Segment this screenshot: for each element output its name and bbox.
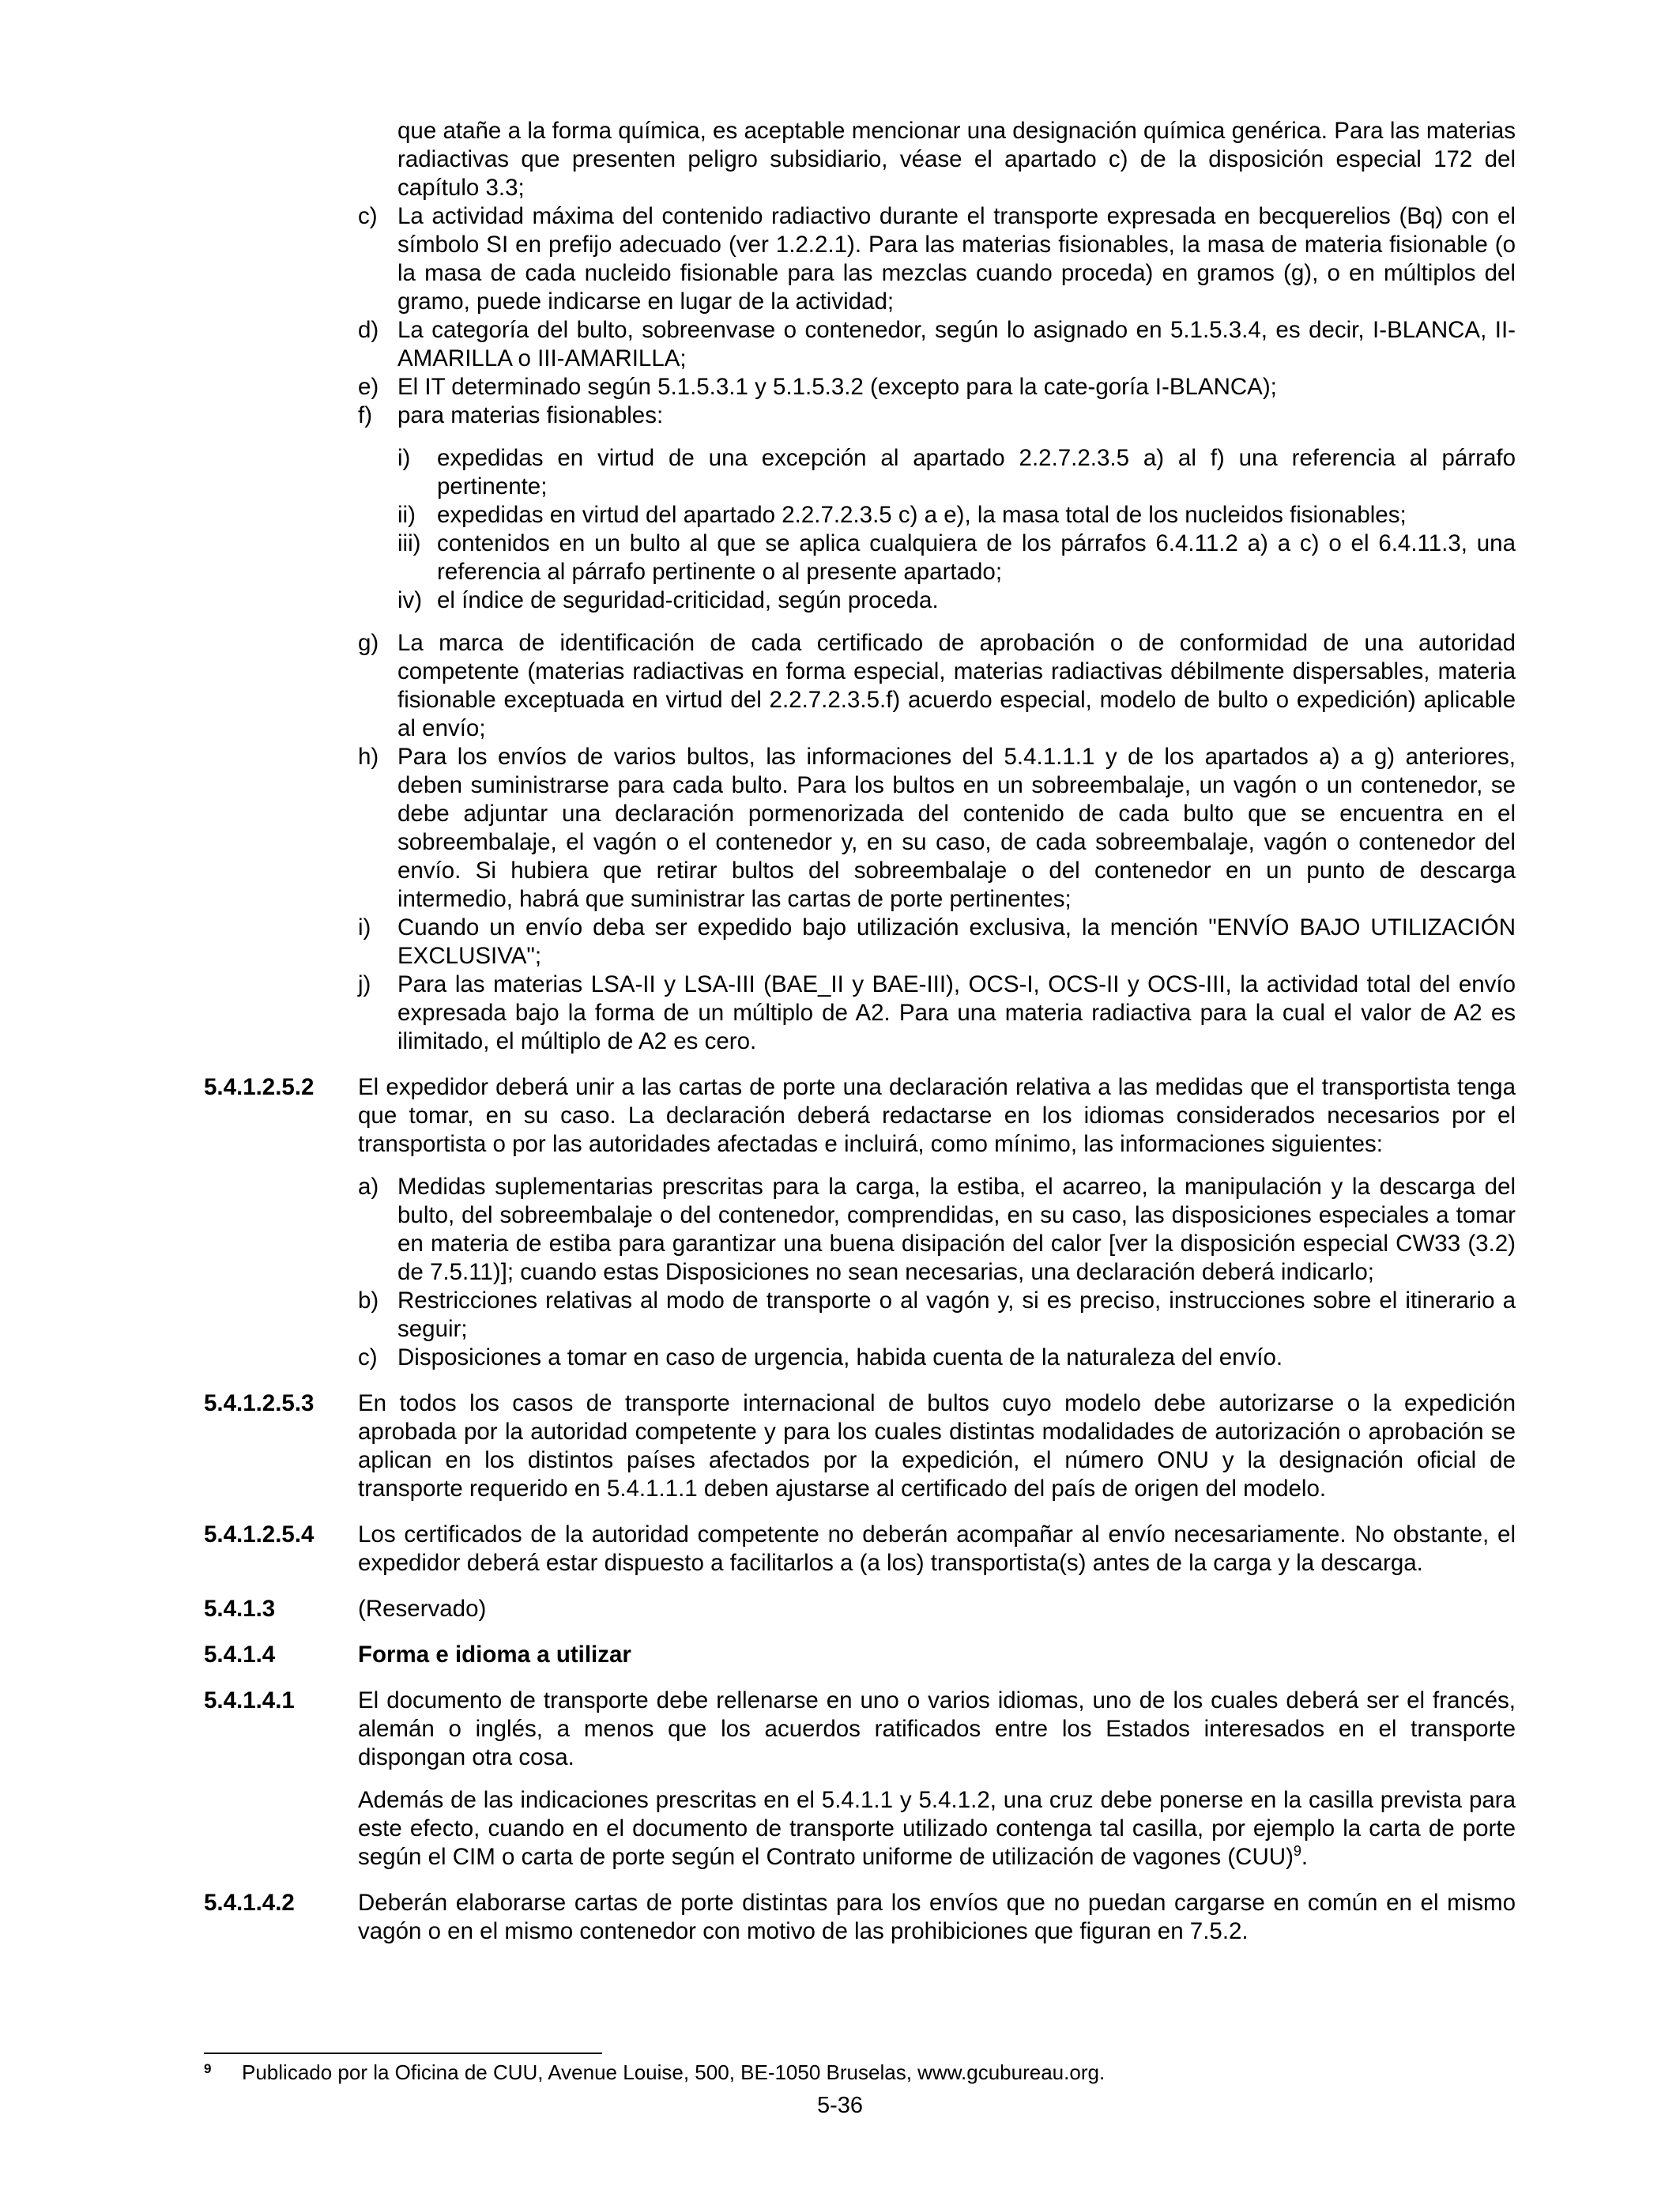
section-number: 5.4.1.2.5.3: [204, 1390, 315, 1416]
list-item-i: i) Cuando un envío deba ser expedido bajo utilización exclusiva, la mención "ENVÍO BAJO UTILIZACIÓN EXCLUSIVA";: [358, 914, 1516, 969]
list-item-j: j) Para las materias LSA-II y LSA-III (BAE_II y BAE-III), OCS-I, OCS-II y OCS-III, la actividad total del envío expresada bajo la forma de un múltiplo de A2. Para una materia radiactiva para la cual el valor de A2 es ilimitado, el múltiplo de A2 es cero.: [358, 971, 1516, 1054]
section-number: 5.4.1.4.1: [204, 1687, 295, 1713]
measures-list: [204, 1173, 1516, 1372]
section-5-4-1-4: [204, 1641, 1516, 1669]
section-text: En todos los casos de transporte internacional de bultos cuyo modelo debe autorizarse o la expedición aprobada por la autoridad competente y para los cuales distintas modalidades de autorización o aprobación se aplican en los distintos países afectados por la expedición, el número ONU y la designación oficial de transporte requerido en 5.4.1.1.1 deben ajustarse al certificado del país de origen del modelo.: [358, 1390, 1516, 1502]
section-heading: Forma e idioma a utilizar: [358, 1642, 631, 1668]
continued-text: que atañe a la forma química, es aceptable mencionar una designación química genérica. Para las materias radiactivas que presenten peligro subsidiario, véase el apartado c) de la disposición especial 172 del capítulo 3.3;: [397, 118, 1516, 201]
section-number: 5.4.1.4.2: [204, 1890, 295, 1916]
section-5-4-1-4-1-para-2: Además de las indicaciones prescritas en el 5.4.1.1 y 5.4.1.2, una cruz debe ponerse en la casilla prevista para este efecto, cuando en el documento de transporte utilizado contenga tal casilla, por ejemplo la carta de porte según el CIM o carta de porte según el Contrato uniforme de utilización de vagones (CUU)$^9$.: [358, 1787, 1516, 1870]
measures-item-a: a) Medidas suplementarias prescritas para la carga, la estiba, el acarreo, la manipulación y la descarga del bulto, del sobreembalaje o del contenedor, comprendidas, en su caso, las disposiciones especiales a tomar en materia de estiba para garantizar una buena disipación del calor [ver la disposición especial CW33 (3.2) de 7.5.11)]; cuando estas Disposiciones no sean necesarias, una declaración deberá indicarlo;: [358, 1174, 1516, 1285]
section-text: El expedidor deberá unir a las cartas de porte una declaración relativa a las medidas que el transportista tenga que tomar, en su caso. La declaración deberá redactarse en los idiomas considerados necesarios por el transportista o por las autoridades afectadas e incluirá, como mínimo, las informaciones siguientes:: [358, 1074, 1516, 1157]
section-5-4-1-2-5-3: [204, 1389, 1516, 1503]
section-text: El documento de transporte debe rellenarse en uno o varios idiomas, uno de los cuales deberá ser el francés, alemán o inglés, a menos que los acuerdos ratificados entre los Estados interesados en el transporte dispongan otra cosa.: [358, 1687, 1516, 1770]
list-g-j: [204, 629, 1516, 1056]
section-number: 5.4.1.3: [204, 1596, 276, 1622]
footnote-reference: 9: [1293, 1843, 1301, 1860]
section-text: Los certificados de la autoridad competente no deberán acompañar al envío necesariamente. No obstante, el expedidor deberá estar dispuesto a facilitarlos a (a los) transportista(s) antes de la carga y la descarga.: [358, 1521, 1516, 1576]
list-c-f: [204, 202, 1516, 430]
sublist-item-i: i) expedidas en virtud de una excepción al apartado 2.2.7.2.3.5 a) al f) una referencia al párrafo pertinente;: [397, 445, 1516, 499]
footnote-number: 9: [204, 2061, 212, 2076]
section-text: Deberán elaborarse cartas de porte distintas para los envíos que no puedan cargarse en común en el mismo vagón o en el mismo contenedor con motivo de las prohibiciones que figuran en 7.5.2.: [358, 1890, 1516, 1944]
section-number: 5.4.1.4: [204, 1642, 276, 1668]
footnote-divider: [204, 2053, 602, 2054]
page-content: [204, 117, 1516, 1946]
section-5-4-1-2-5-4: [204, 1521, 1516, 1578]
measures-item-c: c) Disposiciones a tomar en caso de urgencia, habida cuenta de la naturaleza del envío.: [358, 1344, 1283, 1370]
measures-item-b: b) Restricciones relativas al modo de transporte o al vagón y, si es preciso, instrucciones sobre el itinerario a seguir;: [358, 1287, 1516, 1342]
page-number: 5-36: [816, 2093, 864, 2118]
sublist-item-iv: iv) el índice de seguridad-criticidad, según proceda.: [397, 587, 939, 613]
list-item-e: e) El IT determinado según 5.1.5.3.1 y 5.1.5.3.2 (excepto para la cate-goría I-BLANCA);: [358, 374, 1277, 400]
sublist-fissile: [204, 444, 1516, 615]
list-item-h: h) Para los envíos de varios bultos, las informaciones del 5.4.1.1.1 y de los apartados a) a g) anteriores, deben suministrarse para cada bulto. Para los bultos en un sobreembalaje, un vagón o un contenedor, se debe adjuntar una declaración pormenorizada del contenido de cada bulto que se encuentra en el sobreembalaje, el vagón o el contenedor y, en su caso, de cada sobreembalaje, vagón o contenedor del envío. Si hubiera que retirar bultos del sobreembalaje o del contenedor en un punto de descarga intermedio, habrá que suministrar las cartas de porte pertinentes;: [358, 744, 1516, 912]
list-item-d: d) La categoría del bulto, sobreenvase o contenedor, según lo asignado en 5.1.5.3.4, es decir, I-BLANCA, II-AMARILLA o III-AMARILLA;: [358, 317, 1516, 371]
section-5-4-1-4-1: [204, 1687, 1516, 1772]
sublist-item-ii: ii) expedidas en virtud del apartado 2.2.7.2.3.5 c) a e), la masa total de los nucleidos fisionables;: [397, 502, 1407, 528]
section-text: (Reservado): [358, 1596, 487, 1622]
footnote-text: Publicado por la Oficina de CUU, Avenue Louise, 500, BE-1050 Bruselas, www.gcubureau.org.: [242, 2060, 1106, 2084]
section-5-4-1-2-5-2: [204, 1073, 1516, 1159]
section-5-4-1-4-2: [204, 1889, 1516, 1946]
section-number: 5.4.1.2.5.4: [204, 1521, 315, 1547]
list-item-c: c) La actividad máxima del contenido radiactivo durante el transporte expresada en becquerelios (Bq) con el símbolo SI en prefijo adecuado (ver 1.2.2.1). Para las materias fisionables, la masa de materia fisionable (o la masa de cada nucleido fisionable para las mezclas cuando proceda) en gramos (g), o en múltiplos del gramo, puede indicarse en lugar de la actividad;: [358, 203, 1516, 315]
sublist-item-iii: iii) contenidos en un bulto al que se aplica cualquiera de los párrafos 6.4.11.2 a) a c) o el 6.4.11.3, una referencia al párrafo pertinente o al presente apartado;: [397, 530, 1516, 585]
section-5-4-1-3: [204, 1595, 1516, 1623]
section-number: 5.4.1.2.5.2: [204, 1074, 315, 1100]
list-item-f: f) para materias fisionables:: [358, 402, 664, 428]
footnote: [204, 2060, 1516, 2085]
list-item-g: g) La marca de identificación de cada certificado de aprobación o de conformidad de una autoridad competente (materias radiactivas en forma especial, materias radiactivas débilmente dispersables, materia fisionable exceptuada en virtud del 2.2.7.2.3.5.f) acuerdo especial, modelo de bulto o expedición) aplicable al envío;: [358, 630, 1516, 741]
